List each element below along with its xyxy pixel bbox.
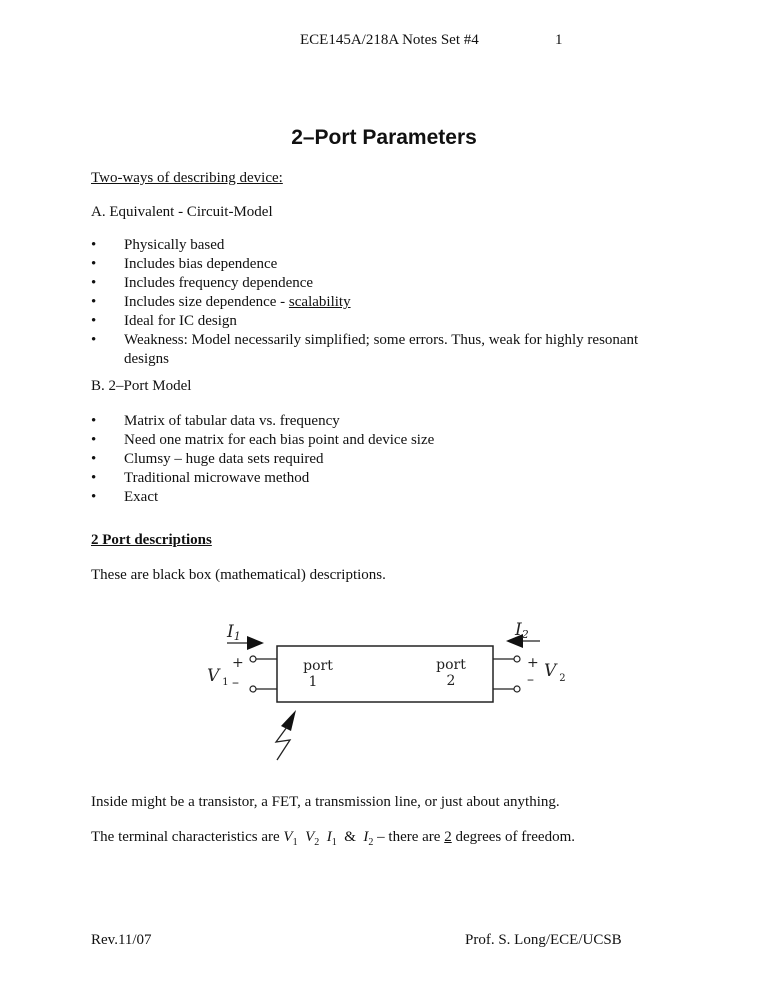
list-item: • Exact <box>91 488 691 507</box>
v2-plus: + <box>527 655 539 671</box>
list-item: • Traditional microwave method <box>91 469 691 488</box>
i1-label: I <box>227 622 234 642</box>
port2-label: port <box>436 657 466 673</box>
section-a-heading: A. Equivalent - Circuit-Model <box>91 204 273 220</box>
port1-label: port <box>303 658 333 674</box>
footer-author: Prof. S. Long/ECE/UCSB <box>465 932 622 948</box>
list-item: • Includes bias dependence <box>91 255 691 274</box>
lightning-arrow-icon <box>276 710 296 760</box>
v2-label: V <box>544 661 557 681</box>
terminal-icon <box>514 686 520 692</box>
v1-plus: + <box>232 655 244 671</box>
port1-number: 1 <box>308 674 318 690</box>
list-item: • Weakness: Model necessarily simplified; some errors. Thus, weak for highly resonant designs <box>91 331 644 369</box>
page-number: 1 <box>555 32 563 48</box>
list-item: • Physically based <box>91 236 691 255</box>
v2-minus: – <box>527 672 534 688</box>
list-item: • Ideal for IC design <box>91 312 691 331</box>
v1-minus: – <box>232 675 239 691</box>
list-item: • Includes size dependence - scalability <box>91 293 691 312</box>
svg-text:I2: I2 <box>515 620 529 641</box>
section-b-heading: B. 2–Port Model <box>91 378 192 394</box>
intro-heading: Two-ways of describing device: <box>91 170 283 186</box>
svg-text:I1: I1 <box>227 622 241 643</box>
list-item: • Clumsy – huge data sets required <box>91 450 691 469</box>
v1-label: V <box>207 666 220 686</box>
page-title: 2–Port Parameters <box>291 126 477 149</box>
i2-label: I <box>515 620 522 640</box>
svg-text:V2: V $_2$ <box>544 661 566 684</box>
section-a-list <box>91 236 691 369</box>
two-port-diagram <box>0 600 768 780</box>
header-title: ECE145A/218A Notes Set #4 <box>300 32 479 48</box>
list-item: • Need one matrix for each bias point and device size <box>91 431 691 450</box>
descriptions-text: These are black box (mathematical) descriptions. <box>91 567 386 583</box>
terminal-icon <box>250 686 256 692</box>
descriptions-heading: 2 Port descriptions <box>91 532 212 548</box>
section-b-list <box>91 412 691 507</box>
svg-text:V1: V $_1$ <box>207 666 229 688</box>
list-item: • Matrix of tabular data vs. frequency <box>91 412 691 431</box>
list-item: • Includes frequency dependence <box>91 274 691 293</box>
port2-number: 2 <box>446 673 456 689</box>
terminal-icon <box>514 656 520 662</box>
scalability-term: scalability <box>288 294 351 310</box>
terminal-text: The terminal characteristics are $V_1$ $V_2$ $I_1$ & $I_2$ – there are 2 degrees of freedom. <box>91 829 575 848</box>
footer-revision: Rev.11/07 <box>91 932 152 948</box>
inside-text: Inside might be a transistor, a FET, a transmission line, or just about anything. <box>91 794 560 810</box>
terminal-icon <box>250 656 256 662</box>
